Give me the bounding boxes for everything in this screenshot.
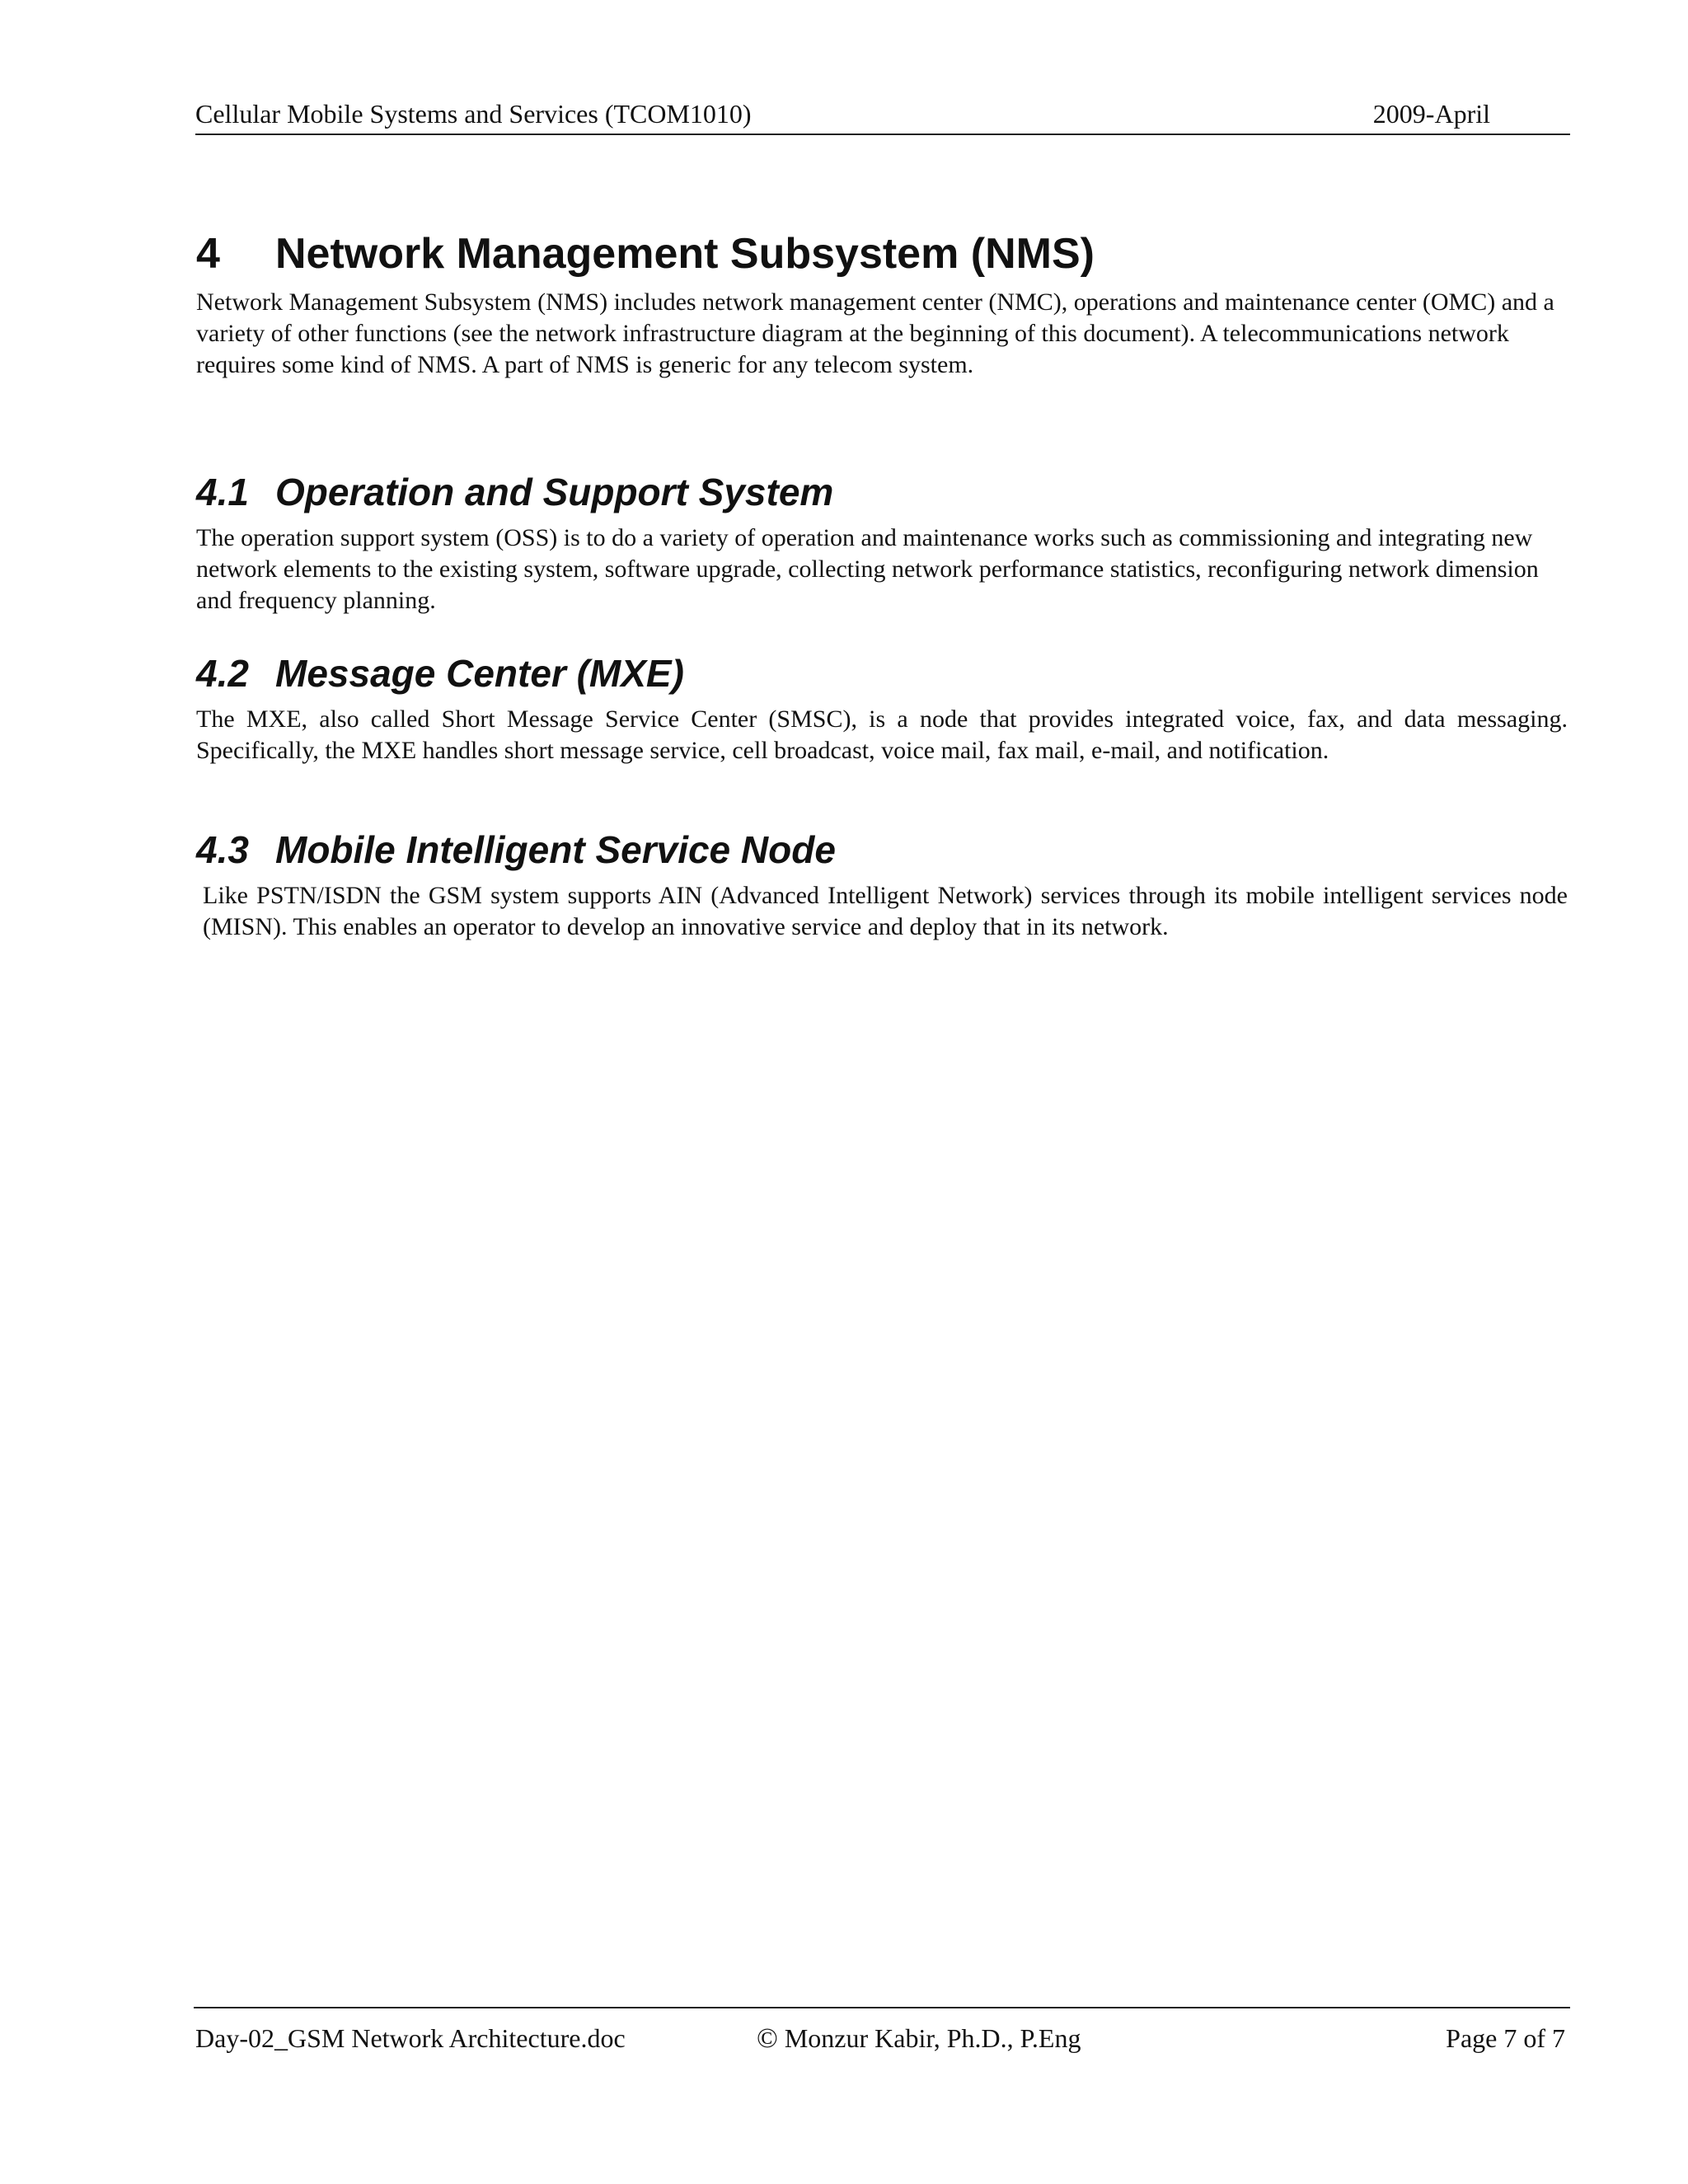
footer-page-number: Page 7 of 7 — [1446, 2023, 1565, 2053]
copyright-icon: © — [757, 2023, 778, 2054]
subsection-title: Operation and Support System — [275, 471, 834, 513]
footer-author-name: Monzur Kabir, Ph.D., P.Eng — [784, 2023, 1081, 2053]
section-paragraph-nms: Network Management Subsystem (NMS) includes network management center (NMC), operations and maintenance center (OMC) and a variety of other functions (see the network infrastructure diagram at the beginning of this document). A telecommunications network requires some kind of NMS. A part of NMS is generic for any telecom system. — [196, 288, 1554, 378]
subsection-paragraph-oss: The operation support system (OSS) is to do a variety of operation and maintenance works such as commissioning and integrating new network elements to the existing system, software upgrade, collecting network performance statistics, reconfiguring network dimension and frequency planning. — [196, 524, 1539, 614]
section-heading-nms — [196, 221, 1568, 287]
footer-author — [757, 2023, 1081, 2055]
header-date: 2009-April — [1372, 99, 1490, 129]
subsection-title: Message Center (MXE) — [275, 652, 684, 695]
subsection-heading-mxe — [196, 646, 1568, 701]
page-header — [195, 97, 1570, 135]
section-title: Network Management Subsystem (NMS) — [275, 230, 1095, 278]
subsection-paragraph-misn: Like PSTN/ISDN the GSM system supports AIN (Advanced Intelligent Network) services through its mobile intelligent services node (MISN). This enables an operator to develop an innovative service and deploy that in its network. — [203, 882, 1568, 940]
document-body — [196, 221, 1568, 943]
subsection-number: 4.2 — [196, 652, 249, 695]
subsection-paragraph-mxe: The MXE, also called Short Message Service Center (SMSC), is a node that provides integrated voice, fax, and data messaging. Specifically, the MXE handles short message service, cell broadcast, voice mail, fax mail, e-mail, and notification. — [196, 705, 1568, 764]
subsection-number: 4.1 — [196, 471, 249, 513]
footer-filename: Day-02_GSM Network Architecture.doc — [195, 2023, 626, 2053]
header-course-title: Cellular Mobile Systems and Services (TCOM1010) — [195, 99, 752, 129]
subsection-title: Mobile Intelligent Service Node — [275, 828, 836, 871]
subsection-heading-oss — [196, 465, 1568, 519]
section-number: 4 — [196, 230, 220, 278]
subsection-heading-misn — [196, 823, 1568, 877]
page-footer — [194, 2007, 1570, 2066]
subsection-number: 4.3 — [196, 828, 249, 871]
